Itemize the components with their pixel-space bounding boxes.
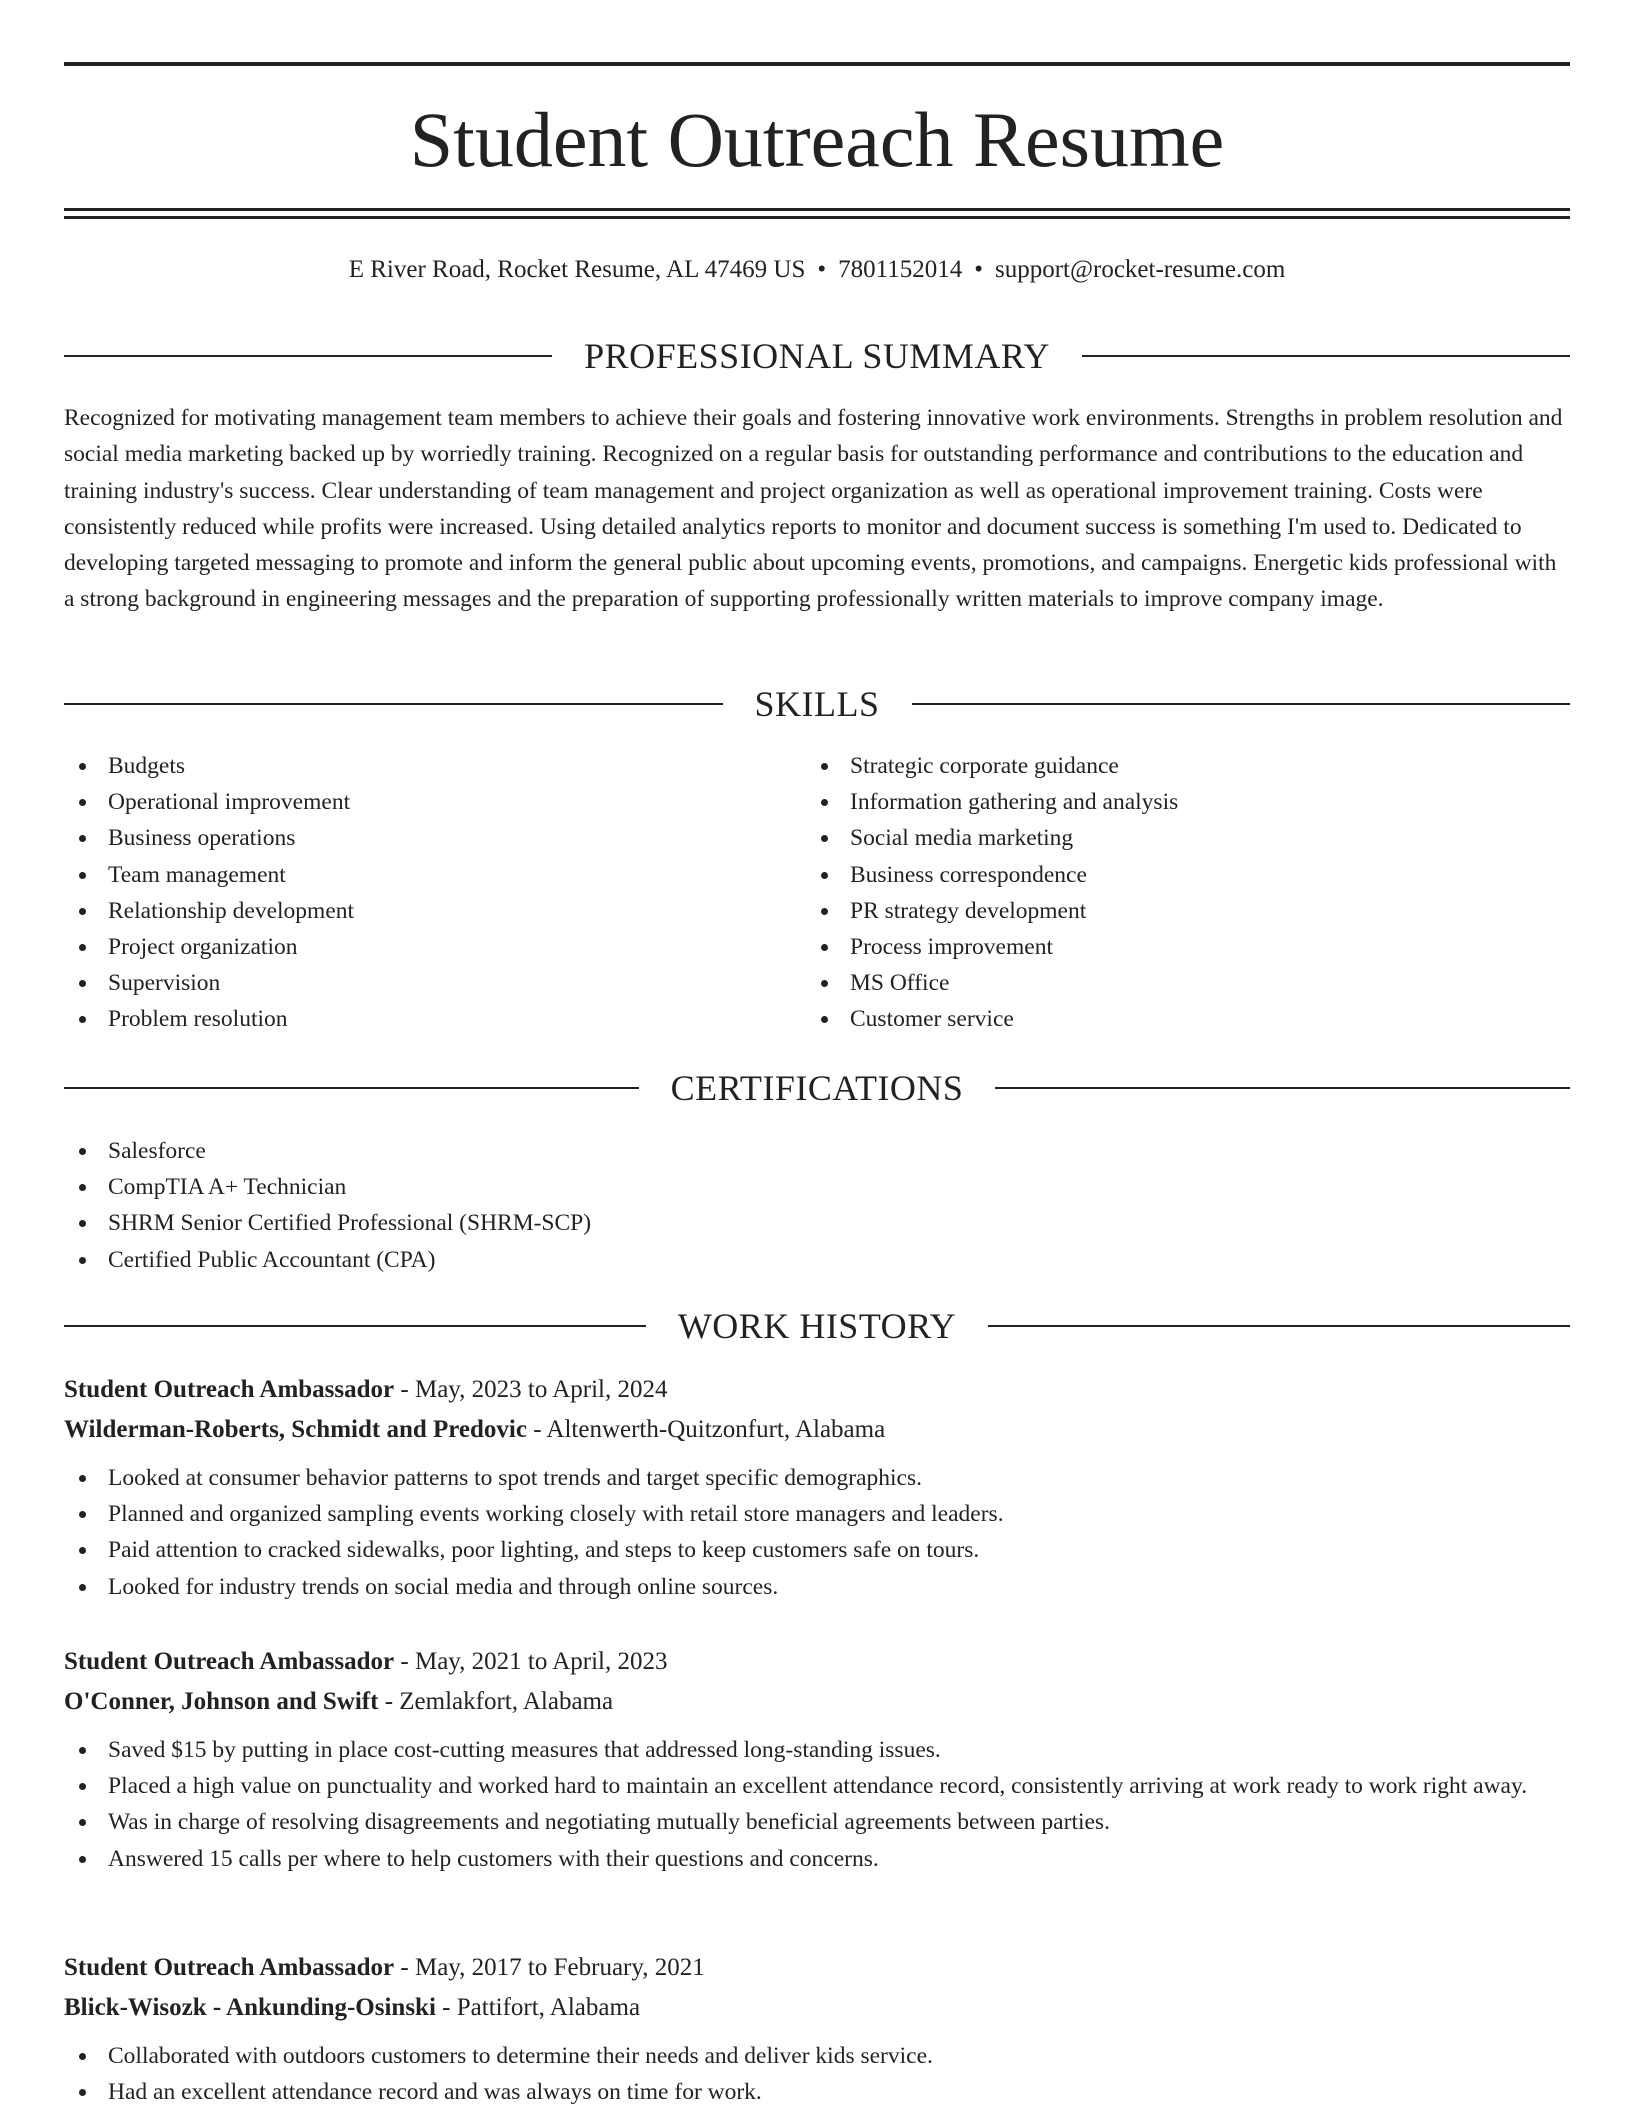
skills-heading: SKILLS xyxy=(754,684,880,724)
title-rule-upper xyxy=(64,208,1570,211)
skill-item: Process improvement xyxy=(806,929,1570,965)
certification-item: Certified Public Accountant (CPA) xyxy=(64,1242,1570,1278)
contact-separator: • xyxy=(817,256,827,283)
skill-item: Supervision xyxy=(64,965,804,1001)
contact-line xyxy=(64,252,1570,288)
job-location: - Pattifort, Alabama xyxy=(435,1994,641,2021)
job-bullet: Collaborated with outdoors customers to determine their needs and deliver kids service. xyxy=(64,2038,1570,2074)
job-dates: - May, 2017 to February, 2021 xyxy=(394,1954,705,1981)
certifications-heading: CERTIFICATIONS xyxy=(670,1068,964,1108)
section-rule-left xyxy=(64,1325,646,1327)
job-company: Wilderman-Roberts, Schmidt and Predovic xyxy=(64,1416,527,1443)
skill-item: Information gathering and analysis xyxy=(806,784,1570,820)
summary-heading: PROFESSIONAL SUMMARY xyxy=(584,336,1050,376)
summary-section-header xyxy=(64,334,1570,378)
skill-item: Strategic corporate guidance xyxy=(806,748,1570,784)
section-rule-right xyxy=(988,1325,1570,1327)
skill-item: Budgets xyxy=(64,748,804,784)
contact-separator: • xyxy=(974,256,983,283)
job-role: Student Outreach Ambassador xyxy=(64,1954,395,1981)
job-company: O'Conner, Johnson and Swift xyxy=(64,1688,379,1715)
job-title-line xyxy=(64,1949,1570,1987)
title-rule-lower xyxy=(64,216,1570,219)
skill-item: MS Office xyxy=(806,965,1570,1001)
professional-summary: Recognized for motivating management team members to achieve their goals and fostering innovative work environments. Strengths in problem resolution and social media marketing backed up by worriedly training. Recognized on a regular basis for outstanding performance and contributions to the education and training industry's success. Clear understanding of team management and project organization as well as operational improvement training. Costs were consistently reduced while profits were increased. Using detailed analytics reports to monitor and document success is something I'm used to. Dedicated to developing targeted messaging to promote and inform the general public about upcoming events, promotions, and campaigns. Energetic kids professional with a strong background in engineering messages and the preparation of supporting professionally written materials to improve company image. xyxy=(64,405,1563,613)
job-role: Student Outreach Ambassador xyxy=(64,1376,395,1403)
skill-item: Customer service xyxy=(806,1001,1570,1037)
job-location: - Zemlakfort, Alabama xyxy=(378,1688,614,1715)
skill-item: Operational improvement xyxy=(64,784,804,820)
section-rule-left xyxy=(64,355,552,357)
job-bullets xyxy=(64,1460,1570,1605)
section-rule-left xyxy=(64,1087,639,1089)
certification-item: Salesforce xyxy=(64,1133,1570,1169)
job-bullet: Was in charge of resolving disagreements and negotiating mutually beneficial agreements between parties. xyxy=(64,1804,1570,1840)
job-bullet: Answered 15 calls per where to help customers with their questions and concerns. xyxy=(64,1841,1570,1877)
job-company-line xyxy=(64,1683,1570,1721)
job-company-line xyxy=(64,1989,1570,2027)
job-bullet: Had an excellent attendance record and was always on time for work. xyxy=(64,2074,1570,2110)
contact-phone: 7801152014 xyxy=(838,256,963,283)
section-rule-right xyxy=(1082,355,1570,357)
skill-item: Problem resolution xyxy=(64,1001,804,1037)
skills-section-header xyxy=(64,682,1570,726)
certification-item: SHRM Senior Certified Professional (SHRM-SCP) xyxy=(64,1205,1570,1241)
job-bullets xyxy=(64,1732,1570,1877)
job-entry xyxy=(64,1643,1570,1877)
skill-item: PR strategy development xyxy=(806,893,1570,929)
job-location: - Altenwerth-Quitzonfurt, Alabama xyxy=(526,1416,886,1443)
job-title-line xyxy=(64,1371,1570,1409)
job-title-line xyxy=(64,1643,1570,1681)
skill-item: Team management xyxy=(64,857,804,893)
skills-list-right xyxy=(806,748,1570,1038)
job-bullet: Looked for industry trends on social media and through online sources. xyxy=(64,1569,1570,1605)
job-bullet: Saved $15 by putting in place cost-cutting measures that addressed long-standing issues. xyxy=(64,1732,1570,1768)
section-rule-right xyxy=(995,1087,1570,1089)
skills-list-left xyxy=(64,748,804,1038)
job-company-line xyxy=(64,1411,1570,1449)
certification-item: CompTIA A+ Technician xyxy=(64,1169,1570,1205)
job-dates: - May, 2023 to April, 2024 xyxy=(394,1376,668,1403)
section-rule-right xyxy=(912,703,1571,705)
skill-item: Business correspondence xyxy=(806,857,1570,893)
job-entry xyxy=(64,1371,1570,1605)
job-entry xyxy=(64,1949,1570,2110)
job-dates: - May, 2021 to April, 2023 xyxy=(394,1648,668,1675)
skill-item: Social media marketing xyxy=(806,820,1570,856)
contact-email: support@rocket-resume.com xyxy=(994,256,1286,283)
job-company: Blick-Wisozk - Ankunding-Osinski xyxy=(64,1994,436,2021)
job-role: Student Outreach Ambassador xyxy=(64,1648,395,1675)
resume-title: Student Outreach Resume xyxy=(409,96,1225,183)
certifications-section-header xyxy=(64,1066,1570,1110)
top-rule xyxy=(64,62,1570,66)
work-history-heading: WORK HISTORY xyxy=(677,1306,957,1346)
work-history-section-header xyxy=(64,1304,1570,1348)
contact-address: E River Road, Rocket Resume, AL 47469 US xyxy=(348,256,806,283)
job-bullet: Paid attention to cracked sidewalks, poor lighting, and steps to keep customers safe on tours. xyxy=(64,1532,1570,1568)
certifications-list xyxy=(64,1133,1570,1278)
skill-item: Project organization xyxy=(64,929,804,965)
skill-item: Business operations xyxy=(64,820,804,856)
job-bullet: Placed a high value on punctuality and worked hard to maintain an excellent attendance record, consistently arriving at work ready to work right away. xyxy=(64,1768,1570,1804)
job-bullet: Planned and organized sampling events working closely with retail store managers and leaders. xyxy=(64,1496,1570,1532)
job-bullets xyxy=(64,2038,1570,2110)
section-rule-left xyxy=(64,703,723,705)
job-bullet: Looked at consumer behavior patterns to spot trends and target specific demographics. xyxy=(64,1460,1570,1496)
skill-item: Relationship development xyxy=(64,893,804,929)
